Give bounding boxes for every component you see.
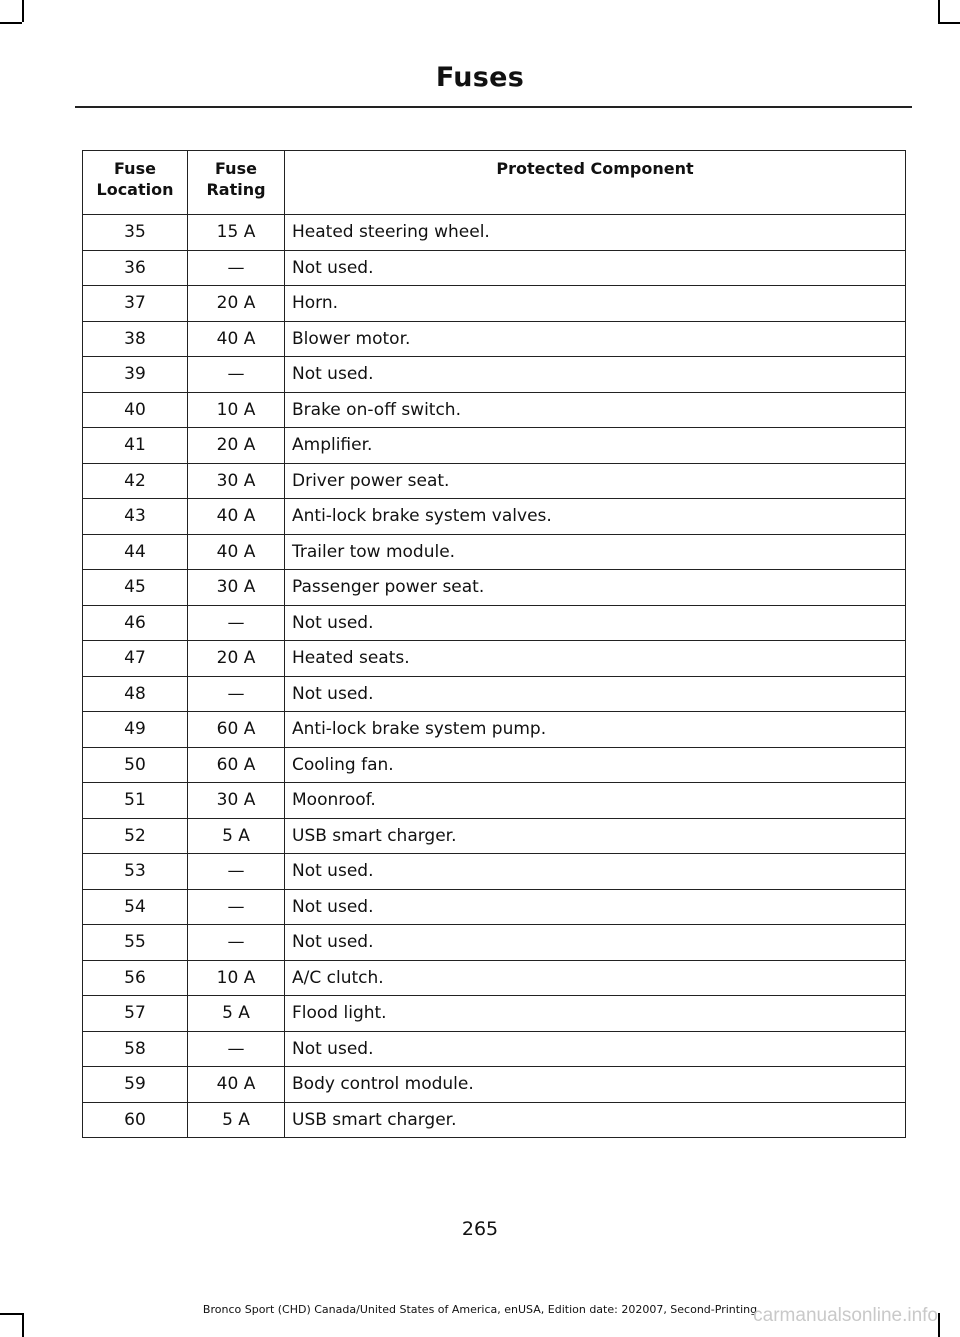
protected-component-cell: Not used. xyxy=(285,605,906,641)
fuse-location-cell: 40 xyxy=(83,392,188,428)
protected-component-cell: Heated steering wheel. xyxy=(285,215,906,251)
fuse-location-cell: 53 xyxy=(83,854,188,890)
protected-component-cell: Cooling fan. xyxy=(285,747,906,783)
fuse-rating-cell: — xyxy=(188,925,285,961)
table-row xyxy=(83,1102,906,1138)
fuse-location-cell: 42 xyxy=(83,463,188,499)
fuse-location-cell: 55 xyxy=(83,925,188,961)
table-row xyxy=(83,889,906,925)
fuse-rating-cell: 20 A xyxy=(188,286,285,322)
fuse-rating-cell: 20 A xyxy=(188,428,285,464)
fuse-location-cell: 36 xyxy=(83,250,188,286)
table-row xyxy=(83,499,906,535)
fuse-location-cell: 48 xyxy=(83,676,188,712)
column-header-rating xyxy=(188,151,285,215)
fuse-rating-cell: 30 A xyxy=(188,570,285,606)
table-row xyxy=(83,996,906,1032)
crop-mark xyxy=(938,22,960,24)
table-header-row xyxy=(83,151,906,215)
protected-component-cell: USB smart charger. xyxy=(285,818,906,854)
fuse-location-cell: 57 xyxy=(83,996,188,1032)
crop-mark xyxy=(938,1313,940,1337)
table-row xyxy=(83,960,906,996)
fuse-table xyxy=(82,150,906,1138)
fuse-rating-cell: 40 A xyxy=(188,499,285,535)
table-row xyxy=(83,250,906,286)
fuse-rating-cell: 40 A xyxy=(188,321,285,357)
protected-component-cell: Anti-lock brake system valves. xyxy=(285,499,906,535)
fuse-location-cell: 39 xyxy=(83,357,188,393)
protected-component-cell: Not used. xyxy=(285,889,906,925)
fuse-rating-cell: 40 A xyxy=(188,534,285,570)
fuse-location-cell: 60 xyxy=(83,1102,188,1138)
protected-component-cell: Blower motor. xyxy=(285,321,906,357)
fuse-location-cell: 44 xyxy=(83,534,188,570)
table-row xyxy=(83,818,906,854)
protected-component-cell: Amplifier. xyxy=(285,428,906,464)
table-row xyxy=(83,854,906,890)
fuse-rating-cell: 5 A xyxy=(188,818,285,854)
fuse-location-cell: 54 xyxy=(83,889,188,925)
protected-component-cell: Moonroof. xyxy=(285,783,906,819)
page-number: 265 xyxy=(461,1218,499,1240)
protected-component-cell: Not used. xyxy=(285,676,906,712)
table-row xyxy=(83,925,906,961)
fuse-location-cell: 37 xyxy=(83,286,188,322)
header-line: Location xyxy=(96,180,174,199)
fuse-location-cell: 51 xyxy=(83,783,188,819)
table-row xyxy=(83,428,906,464)
fuse-rating-cell: 60 A xyxy=(188,712,285,748)
fuse-rating-cell: 10 A xyxy=(188,392,285,428)
fuse-location-cell: 58 xyxy=(83,1031,188,1067)
protected-component-cell: Body control module. xyxy=(285,1067,906,1103)
fuse-location-cell: 56 xyxy=(83,960,188,996)
fuse-rating-cell: 30 A xyxy=(188,463,285,499)
header-line: Rating xyxy=(206,180,266,199)
crop-mark xyxy=(938,0,940,22)
fuse-location-cell: 59 xyxy=(83,1067,188,1103)
fuse-rating-cell: 5 A xyxy=(188,1102,285,1138)
fuse-rating-cell: — xyxy=(188,854,285,890)
crop-mark xyxy=(0,22,22,24)
fuse-location-cell: 35 xyxy=(83,215,188,251)
protected-component-cell: Not used. xyxy=(285,250,906,286)
protected-component-cell: Not used. xyxy=(285,925,906,961)
table-row xyxy=(83,392,906,428)
fuse-location-cell: 50 xyxy=(83,747,188,783)
fuse-location-cell: 38 xyxy=(83,321,188,357)
protected-component-cell: Flood light. xyxy=(285,996,906,1032)
fuse-location-cell: 49 xyxy=(83,712,188,748)
fuse-rating-cell: 60 A xyxy=(188,747,285,783)
fuse-location-cell: 52 xyxy=(83,818,188,854)
header-line: Fuse xyxy=(114,159,156,178)
fuse-rating-cell: 10 A xyxy=(188,960,285,996)
fuse-rating-cell: 30 A xyxy=(188,783,285,819)
protected-component-cell: Horn. xyxy=(285,286,906,322)
fuse-rating-cell: — xyxy=(188,1031,285,1067)
table-row xyxy=(83,1031,906,1067)
fuse-location-cell: 41 xyxy=(83,428,188,464)
header-divider xyxy=(75,106,912,108)
protected-component-cell: Not used. xyxy=(285,1031,906,1067)
fuse-rating-cell: 40 A xyxy=(188,1067,285,1103)
protected-component-cell: USB smart charger. xyxy=(285,1102,906,1138)
protected-component-cell: Heated seats. xyxy=(285,641,906,677)
watermark: carmanualsonline.info xyxy=(753,1305,938,1326)
table-row xyxy=(83,570,906,606)
protected-component-cell: Driver power seat. xyxy=(285,463,906,499)
protected-component-cell: Passenger power seat. xyxy=(285,570,906,606)
fuse-rating-cell: — xyxy=(188,676,285,712)
fuse-location-cell: 45 xyxy=(83,570,188,606)
fuse-rating-cell: 20 A xyxy=(188,641,285,677)
fuse-location-cell: 46 xyxy=(83,605,188,641)
protected-component-cell: Trailer tow module. xyxy=(285,534,906,570)
fuse-location-cell: 47 xyxy=(83,641,188,677)
fuse-rating-cell: — xyxy=(188,605,285,641)
protected-component-cell: Not used. xyxy=(285,357,906,393)
table-row xyxy=(83,286,906,322)
table-row xyxy=(83,747,906,783)
table-row xyxy=(83,534,906,570)
table-row xyxy=(83,641,906,677)
fuse-rating-cell: — xyxy=(188,250,285,286)
table-row xyxy=(83,463,906,499)
table-row xyxy=(83,1067,906,1103)
column-header-location xyxy=(83,151,188,215)
table-row xyxy=(83,321,906,357)
table-row xyxy=(83,605,906,641)
table-row xyxy=(83,712,906,748)
fuse-rating-cell: 5 A xyxy=(188,996,285,1032)
fuse-rating-cell: — xyxy=(188,889,285,925)
fuse-rating-cell: 15 A xyxy=(188,215,285,251)
page-footer: Bronco Sport (CHD) Canada/United States of America, enUSA, Edition date: 202007, Second-Printing xyxy=(202,1303,758,1316)
table-row xyxy=(83,215,906,251)
column-header-component: Protected Component xyxy=(285,151,906,215)
crop-mark xyxy=(22,1313,24,1337)
protected-component-cell: Anti-lock brake system pump. xyxy=(285,712,906,748)
protected-component-cell: A/C clutch. xyxy=(285,960,906,996)
table-row xyxy=(83,783,906,819)
protected-component-cell: Brake on-off switch. xyxy=(285,392,906,428)
table-row xyxy=(83,676,906,712)
crop-mark xyxy=(22,0,24,22)
page-title: Fuses xyxy=(435,62,525,93)
table-row xyxy=(83,357,906,393)
fuse-location-cell: 43 xyxy=(83,499,188,535)
header-line: Fuse xyxy=(215,159,257,178)
protected-component-cell: Not used. xyxy=(285,854,906,890)
fuse-rating-cell: — xyxy=(188,357,285,393)
